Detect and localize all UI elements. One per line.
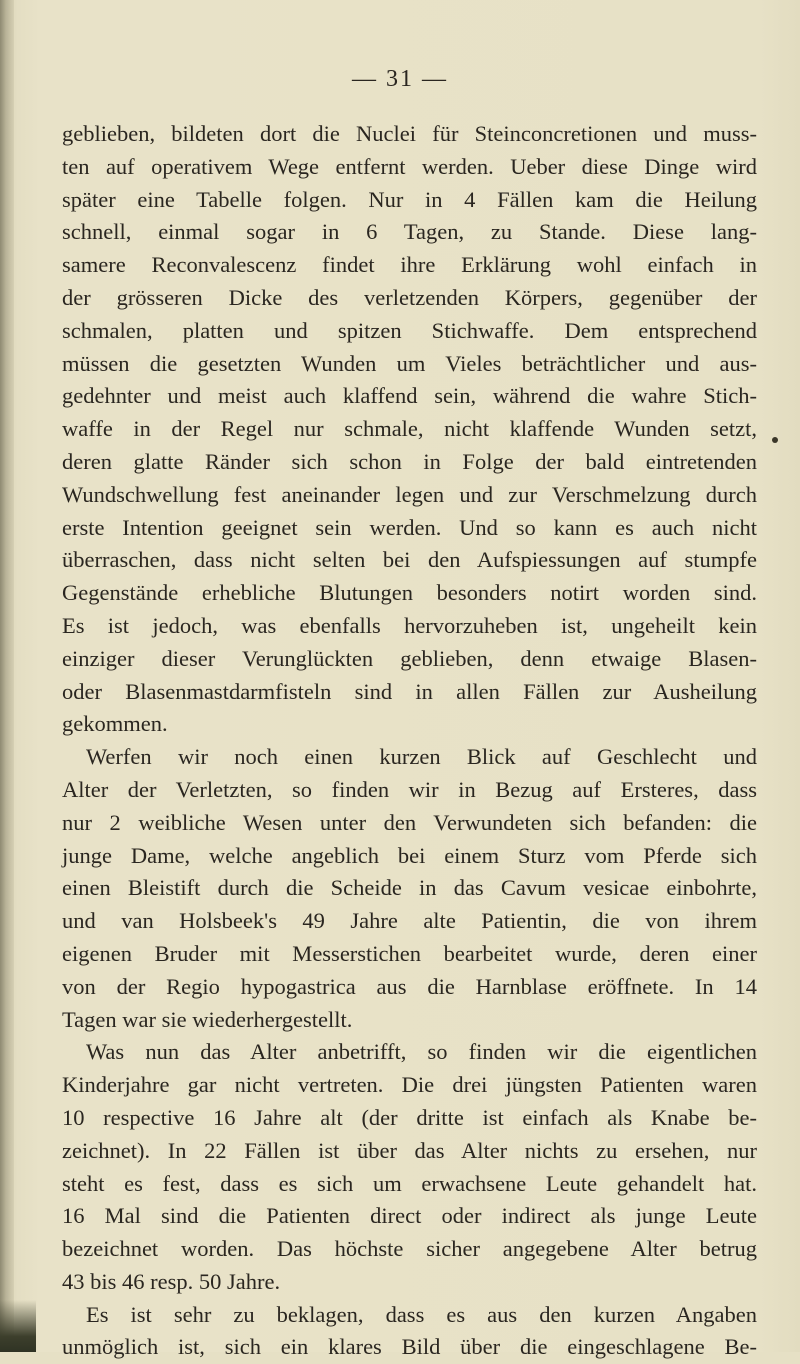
binding-edge [0, 0, 14, 1352]
text-line: erste Intention geeignet sein werden. Und so kann es auch nicht [62, 514, 757, 540]
binding-shadow [0, 1300, 36, 1352]
text-line: gedehnter und meist auch klaffend sein, während die wahre Stich- [62, 383, 757, 409]
text-line: später eine Tabelle folgen. Nur in 4 Fällen kam die Heilung [62, 186, 757, 212]
text-line: geblieben, bildeten dort die Nuclei für Steinconcretionen und muss- [62, 121, 757, 146]
text-line: unmöglich ist, sich ein klares Bild über die eingeschlagene Be- [62, 1334, 757, 1360]
text-line: 43 bis 46 resp. 50 Jahre. [62, 1268, 281, 1294]
text-line: müssen die gesetzten Wunden um Vieles beträchtlicher und aus- [62, 350, 757, 376]
page-number: — 31 — [352, 66, 448, 92]
text-line: überraschen, dass nicht selten bei den Aufspiessungen auf stumpfe [62, 547, 757, 573]
ink-speck [772, 437, 778, 443]
text-line: junge Dame, welche angeblich bei einem Sturz vom Pferde sich [62, 842, 757, 868]
text-line: einen Bleistift durch die Scheide in das Cavum vesicae einbohrte, [62, 875, 757, 901]
text-line: eigenen Bruder mit Messerstichen bearbeitet wurde, deren einer [62, 940, 757, 966]
text-line: Tagen war sie wiederhergestellt. [62, 1006, 353, 1032]
text-line: steht es fest, dass es sich um erwachsene Leute gehandelt hat. [62, 1170, 757, 1196]
text-line: oder Blasenmastdarmfisteln sind in allen Fällen zur Ausheilung [62, 678, 757, 704]
text-line: Werfen wir noch einen kurzen Blick auf Geschlecht und [86, 744, 757, 770]
text-line: Alter der Verletzten, so finden wir in Bezug auf Ersteres, dass [62, 776, 757, 802]
text-line: schnell, einmal sogar in 6 Tagen, zu Stande. Diese lang- [62, 219, 757, 245]
text-line: waffe in der Regel nur schmale, nicht klaffende Wunden setzt, [62, 416, 757, 442]
text-line: 10 respective 16 Jahre alt (der dritte ist einfach als Knabe be- [62, 1104, 757, 1130]
text-line: der grösseren Dicke des verletzenden Körpers, gegenüber der [62, 284, 757, 310]
body-text [62, 118, 757, 1364]
text-line: von der Regio hypogastrica aus die Harnblase eröffnete. In 14 [62, 973, 757, 999]
text-line: nur 2 weibliche Wesen unter den Verwundeten sich befanden: die [62, 809, 757, 835]
text-line: zeichnet). In 22 Fällen ist über das Alter nichts zu ersehen, nur [62, 1137, 757, 1163]
text-line: Gegenstände erhebliche Blutungen besonders notirt worden sind. [62, 580, 757, 606]
text-line: schmalen, platten und spitzen Stichwaffe. Dem entsprechend [62, 317, 757, 343]
text-line: bezeichnet worden. Das höchste sicher angegebene Alter betrug [62, 1236, 757, 1262]
text-line: Es ist sehr zu beklagen, dass es aus den kurzen Angaben [86, 1301, 757, 1327]
text-line: samere Reconvalescenz findet ihre Erklärung wohl einfach in [62, 252, 757, 278]
text-line: und van Holsbeek's 49 Jahre alte Patientin, die von ihrem [62, 908, 757, 934]
text-line: 16 Mal sind die Patienten direct oder indirect als junge Leute [62, 1203, 757, 1229]
text-line: einziger dieser Verunglückten geblieben, denn etwaige Blasen- [62, 645, 757, 671]
text-line: deren glatte Ränder sich schon in Folge der bald eintretenden [62, 448, 757, 474]
text-line: Was nun das Alter anbetrifft, so finden wir die eigentlichen [86, 1039, 757, 1065]
text-line: Wundschwellung fest aneinander legen und zur Verschmelzung durch [62, 481, 757, 507]
text-line: ten auf operativem Wege entfernt werden. Ueber diese Dinge wird [62, 153, 757, 179]
text-line: gekommen. [62, 711, 168, 737]
text-line: Kinderjahre gar nicht vertreten. Die drei jüngsten Patienten waren [62, 1072, 757, 1098]
text-line: Es ist jedoch, was ebenfalls hervorzuheben ist, ungeheilt kein [62, 612, 757, 638]
